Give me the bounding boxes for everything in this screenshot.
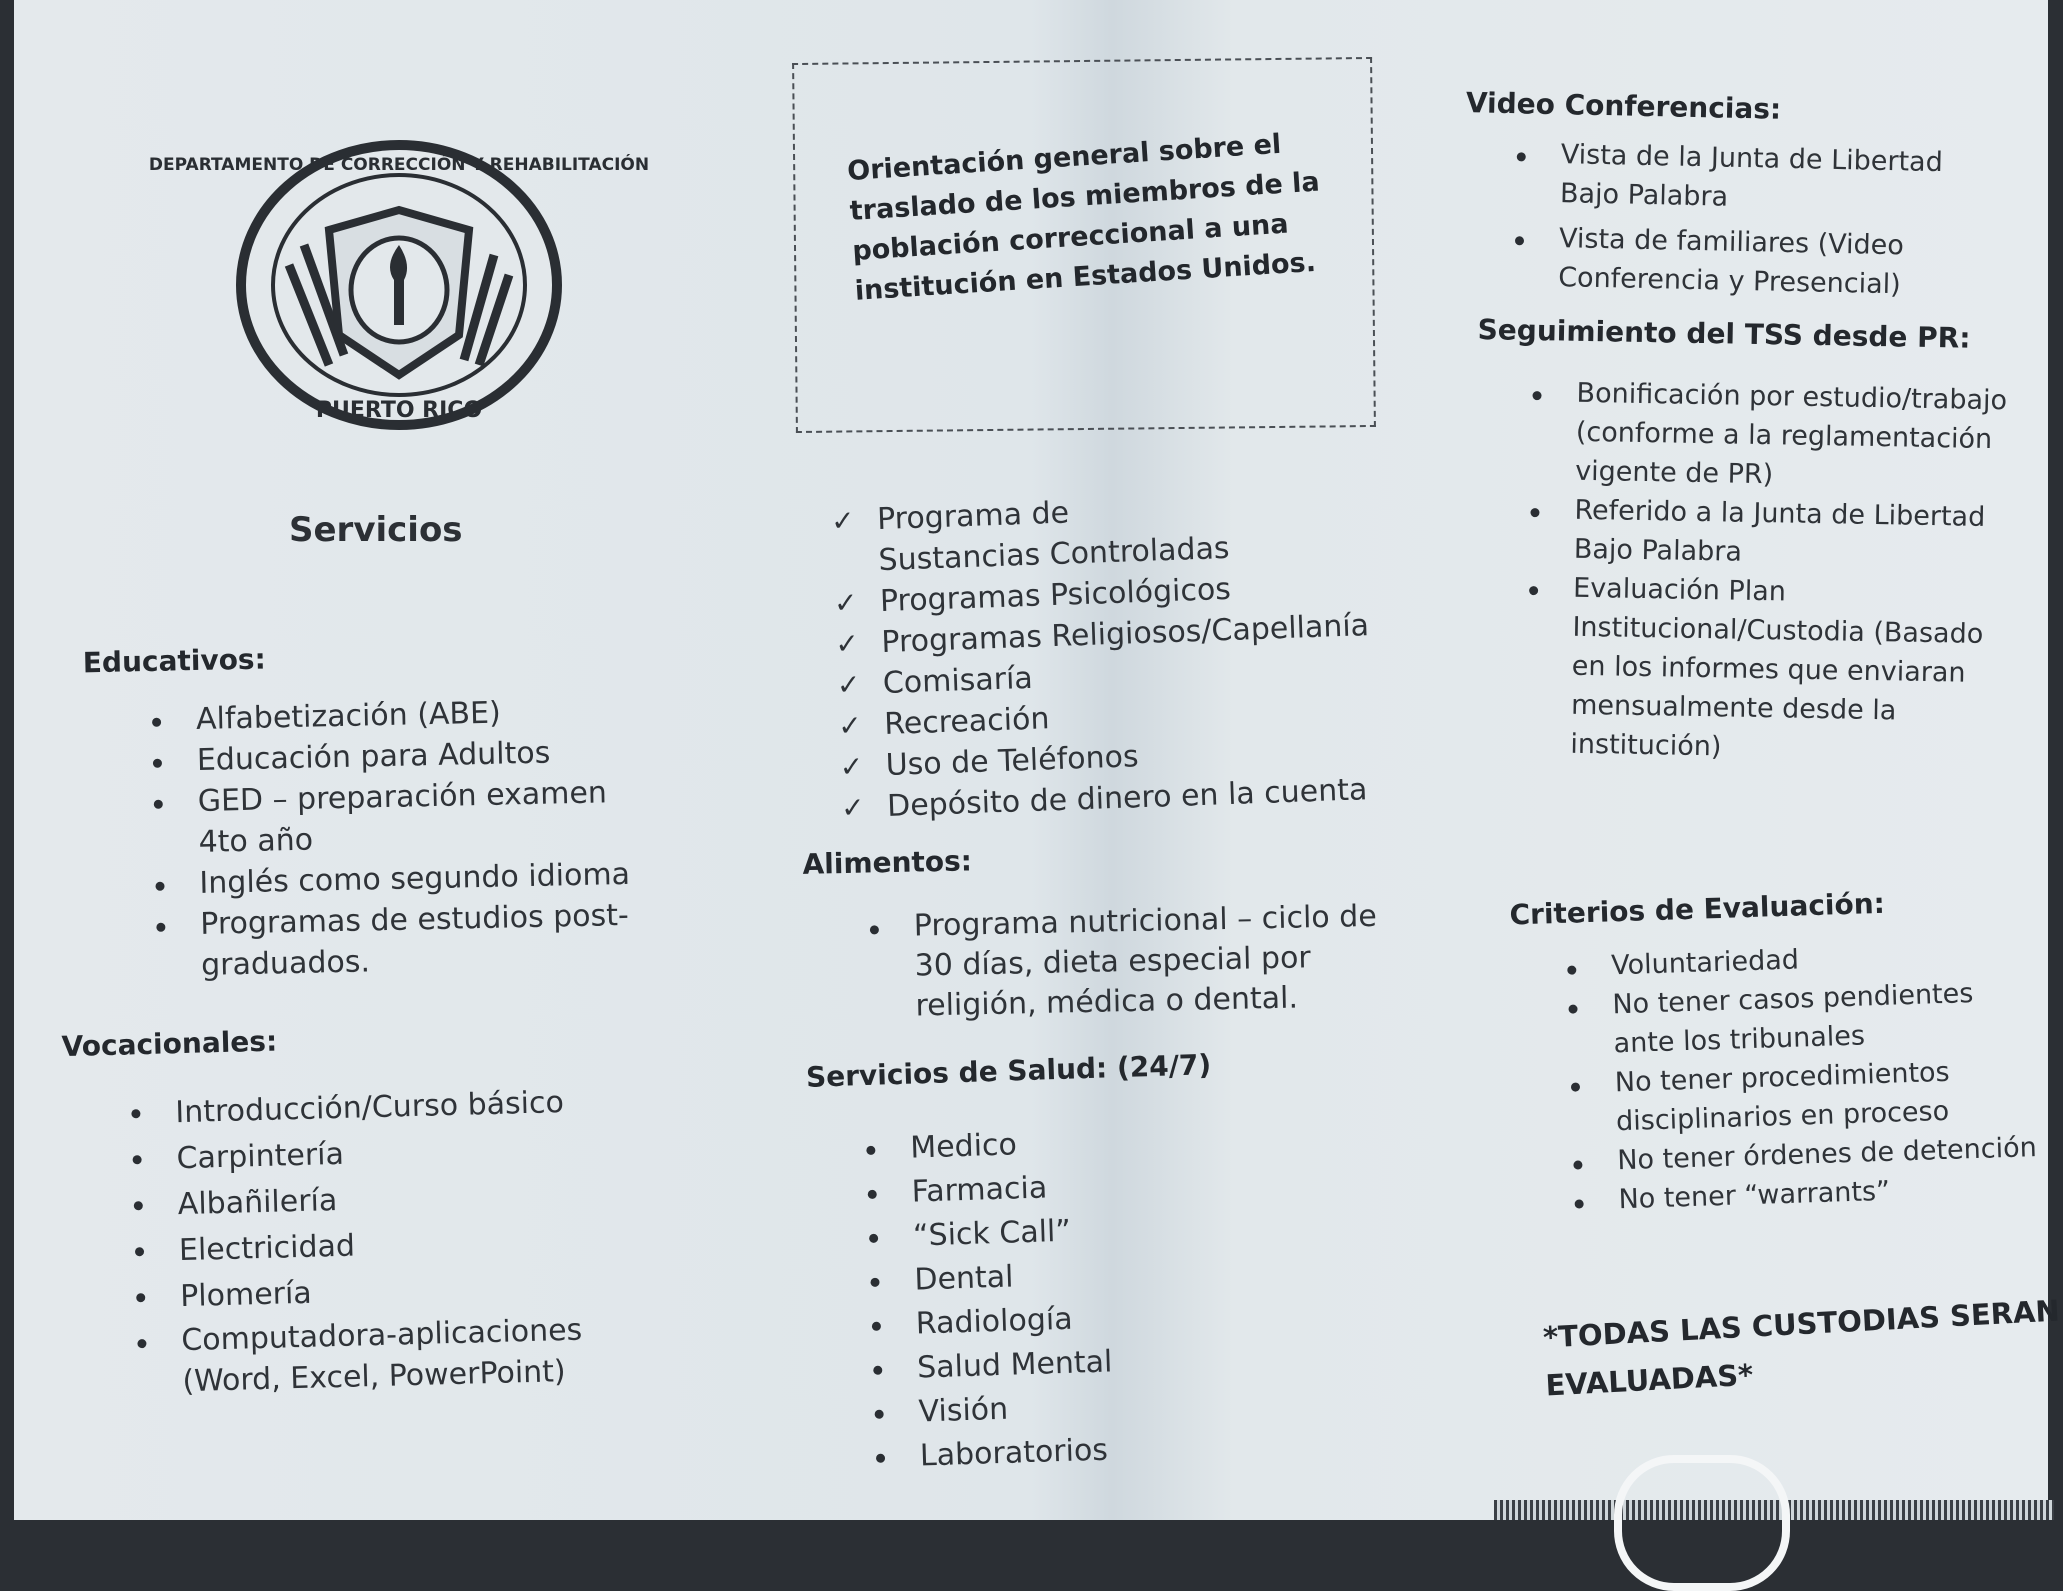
video-list bbox=[1558, 135, 2025, 307]
salud-list bbox=[910, 1112, 1379, 1478]
alimentos-section bbox=[802, 836, 1378, 1029]
list-item: Visión bbox=[918, 1376, 1377, 1434]
footer-note-line: EVALUADAS* bbox=[1544, 1357, 1755, 1403]
list-item: Carpintería bbox=[176, 1123, 685, 1182]
footer-note bbox=[1542, 1287, 2063, 1410]
list-item: Vista de la Junta de Libertad Bajo Palabra bbox=[1560, 135, 1962, 221]
list-item: Salud Mental bbox=[917, 1332, 1376, 1390]
list-item: Programa nutricional – ciclo de 30 días, dieta especial por religión, médica o dental. bbox=[913, 897, 1385, 1027]
list-item: Voluntariedad bbox=[1611, 933, 2052, 986]
list-item: Vista de familiares (Video Conferencia y Presencial) bbox=[1558, 219, 1960, 305]
list-item: Inglés como segundo idioma bbox=[199, 853, 688, 904]
list-item: Evaluación Plan Institucional/Custodia (Basado en los informes que enviaran mensualmente desde la institución) bbox=[1570, 569, 2013, 772]
list-item: Radiología bbox=[915, 1288, 1374, 1346]
list-item: Farmacia bbox=[911, 1156, 1370, 1214]
checklist-item: ✓ Uso de Teléfonos bbox=[885, 727, 1406, 786]
list-item: GED – preparación examen 4to año bbox=[197, 771, 659, 863]
check-icon: ✓ bbox=[834, 626, 860, 661]
list-item: Laboratorios bbox=[919, 1420, 1378, 1478]
seal-logo bbox=[148, 135, 650, 435]
video-title: Video Conferencias: bbox=[1465, 86, 1782, 126]
list-item: Computadora-aplicaciones (Word, Excel, PowerPoint) bbox=[181, 1308, 653, 1402]
cable bbox=[1614, 1455, 1790, 1591]
seguimiento-list bbox=[1570, 374, 2047, 772]
checklist-item: ✓ Programas Psicológicos bbox=[879, 563, 1400, 622]
educativos-title: Educativos: bbox=[82, 642, 267, 680]
check-icon: ✓ bbox=[830, 503, 856, 538]
list-item: Programas de estudios post-graduados. bbox=[200, 894, 682, 986]
list-item: No tener órdenes de detención bbox=[1617, 1127, 2058, 1180]
list-item: Alfabetización (ABE) bbox=[196, 689, 685, 740]
list-item: No tener “warrants” bbox=[1618, 1166, 2059, 1219]
brochure-sheet bbox=[14, 0, 2061, 1520]
seguimiento-section bbox=[1470, 313, 2048, 772]
servicios-heading: Servicios bbox=[289, 510, 463, 550]
checklist bbox=[830, 481, 1407, 827]
list-item: No tener casos pendientes ante los tribunales bbox=[1612, 973, 2014, 1064]
list-item: Introducción/Curso básico bbox=[175, 1077, 684, 1136]
educativos-list bbox=[196, 689, 690, 986]
salud-section bbox=[806, 1043, 1379, 1481]
checklist-item: ✓ Recreación bbox=[884, 686, 1405, 745]
check-icon: ✓ bbox=[840, 790, 866, 825]
check-icon: ✓ bbox=[836, 667, 861, 702]
list-item: Referido a la Junta de Libertad Bajo Palabra bbox=[1574, 491, 2015, 577]
list-item: Dental bbox=[914, 1244, 1373, 1302]
check-icon: ✓ bbox=[837, 708, 863, 743]
educativos-section bbox=[82, 634, 689, 988]
list-item: Educación para Adultos bbox=[196, 730, 685, 781]
footer-note-line: *TODAS LAS CUSTODIAS SERAN bbox=[1542, 1293, 2061, 1355]
list-item: Medico bbox=[910, 1112, 1369, 1170]
list-item: “Sick Call” bbox=[912, 1200, 1371, 1258]
vocacionales-section bbox=[61, 1014, 691, 1405]
criterios-section bbox=[1509, 882, 2059, 1223]
check-icon: ✓ bbox=[839, 749, 864, 784]
vocacionales-title: Vocacionales: bbox=[61, 1024, 278, 1064]
checklist-item: ✓ Depósito de dinero en la cuenta bbox=[886, 768, 1407, 827]
alimentos-list bbox=[913, 897, 1378, 1026]
brochure-title: Orientación general sobre el traslado de los miembros de la población correccional a una institución en Estados Unidos. bbox=[846, 128, 1321, 307]
criterios-list bbox=[1611, 933, 2059, 1220]
seal-top-text: DEPARTAMENTO DE CORRECCIÓN Y REHABILITACIÓN bbox=[148, 155, 650, 175]
video-section bbox=[1462, 86, 2026, 307]
salud-title: Servicios de Salud: (24/7) bbox=[805, 1048, 1212, 1094]
list-item: Electricidad bbox=[178, 1215, 687, 1274]
list-item: No tener procedimientos disciplinarios en proceso bbox=[1614, 1051, 1996, 1141]
checklist-item: ✓ Comisaría bbox=[882, 645, 1403, 704]
criterios-title: Criterios de Evaluación: bbox=[1509, 886, 1886, 932]
list-item: Bonificación por estudio/trabajo (conforme a la reglamentación vigente de PR) bbox=[1575, 374, 2017, 499]
seguimiento-title: Seguimiento del TSS desde PR: bbox=[1477, 313, 1971, 355]
seal-bottom-text: PUERTO RICO bbox=[315, 398, 483, 423]
checklist-section bbox=[830, 481, 1407, 827]
check-icon: ✓ bbox=[833, 585, 859, 620]
list-item: Albañilería bbox=[177, 1169, 686, 1228]
title-box bbox=[792, 57, 1376, 433]
alimentos-title: Alimentos: bbox=[802, 844, 973, 881]
vocacionales-list bbox=[175, 1077, 691, 1402]
checklist-item: ✓ Programa de Sustancias Controladas bbox=[830, 495, 1231, 579]
checklist-item: ✓ Programas Religiosos/Capellanía bbox=[881, 604, 1402, 663]
list-item: Plomería bbox=[180, 1261, 689, 1320]
